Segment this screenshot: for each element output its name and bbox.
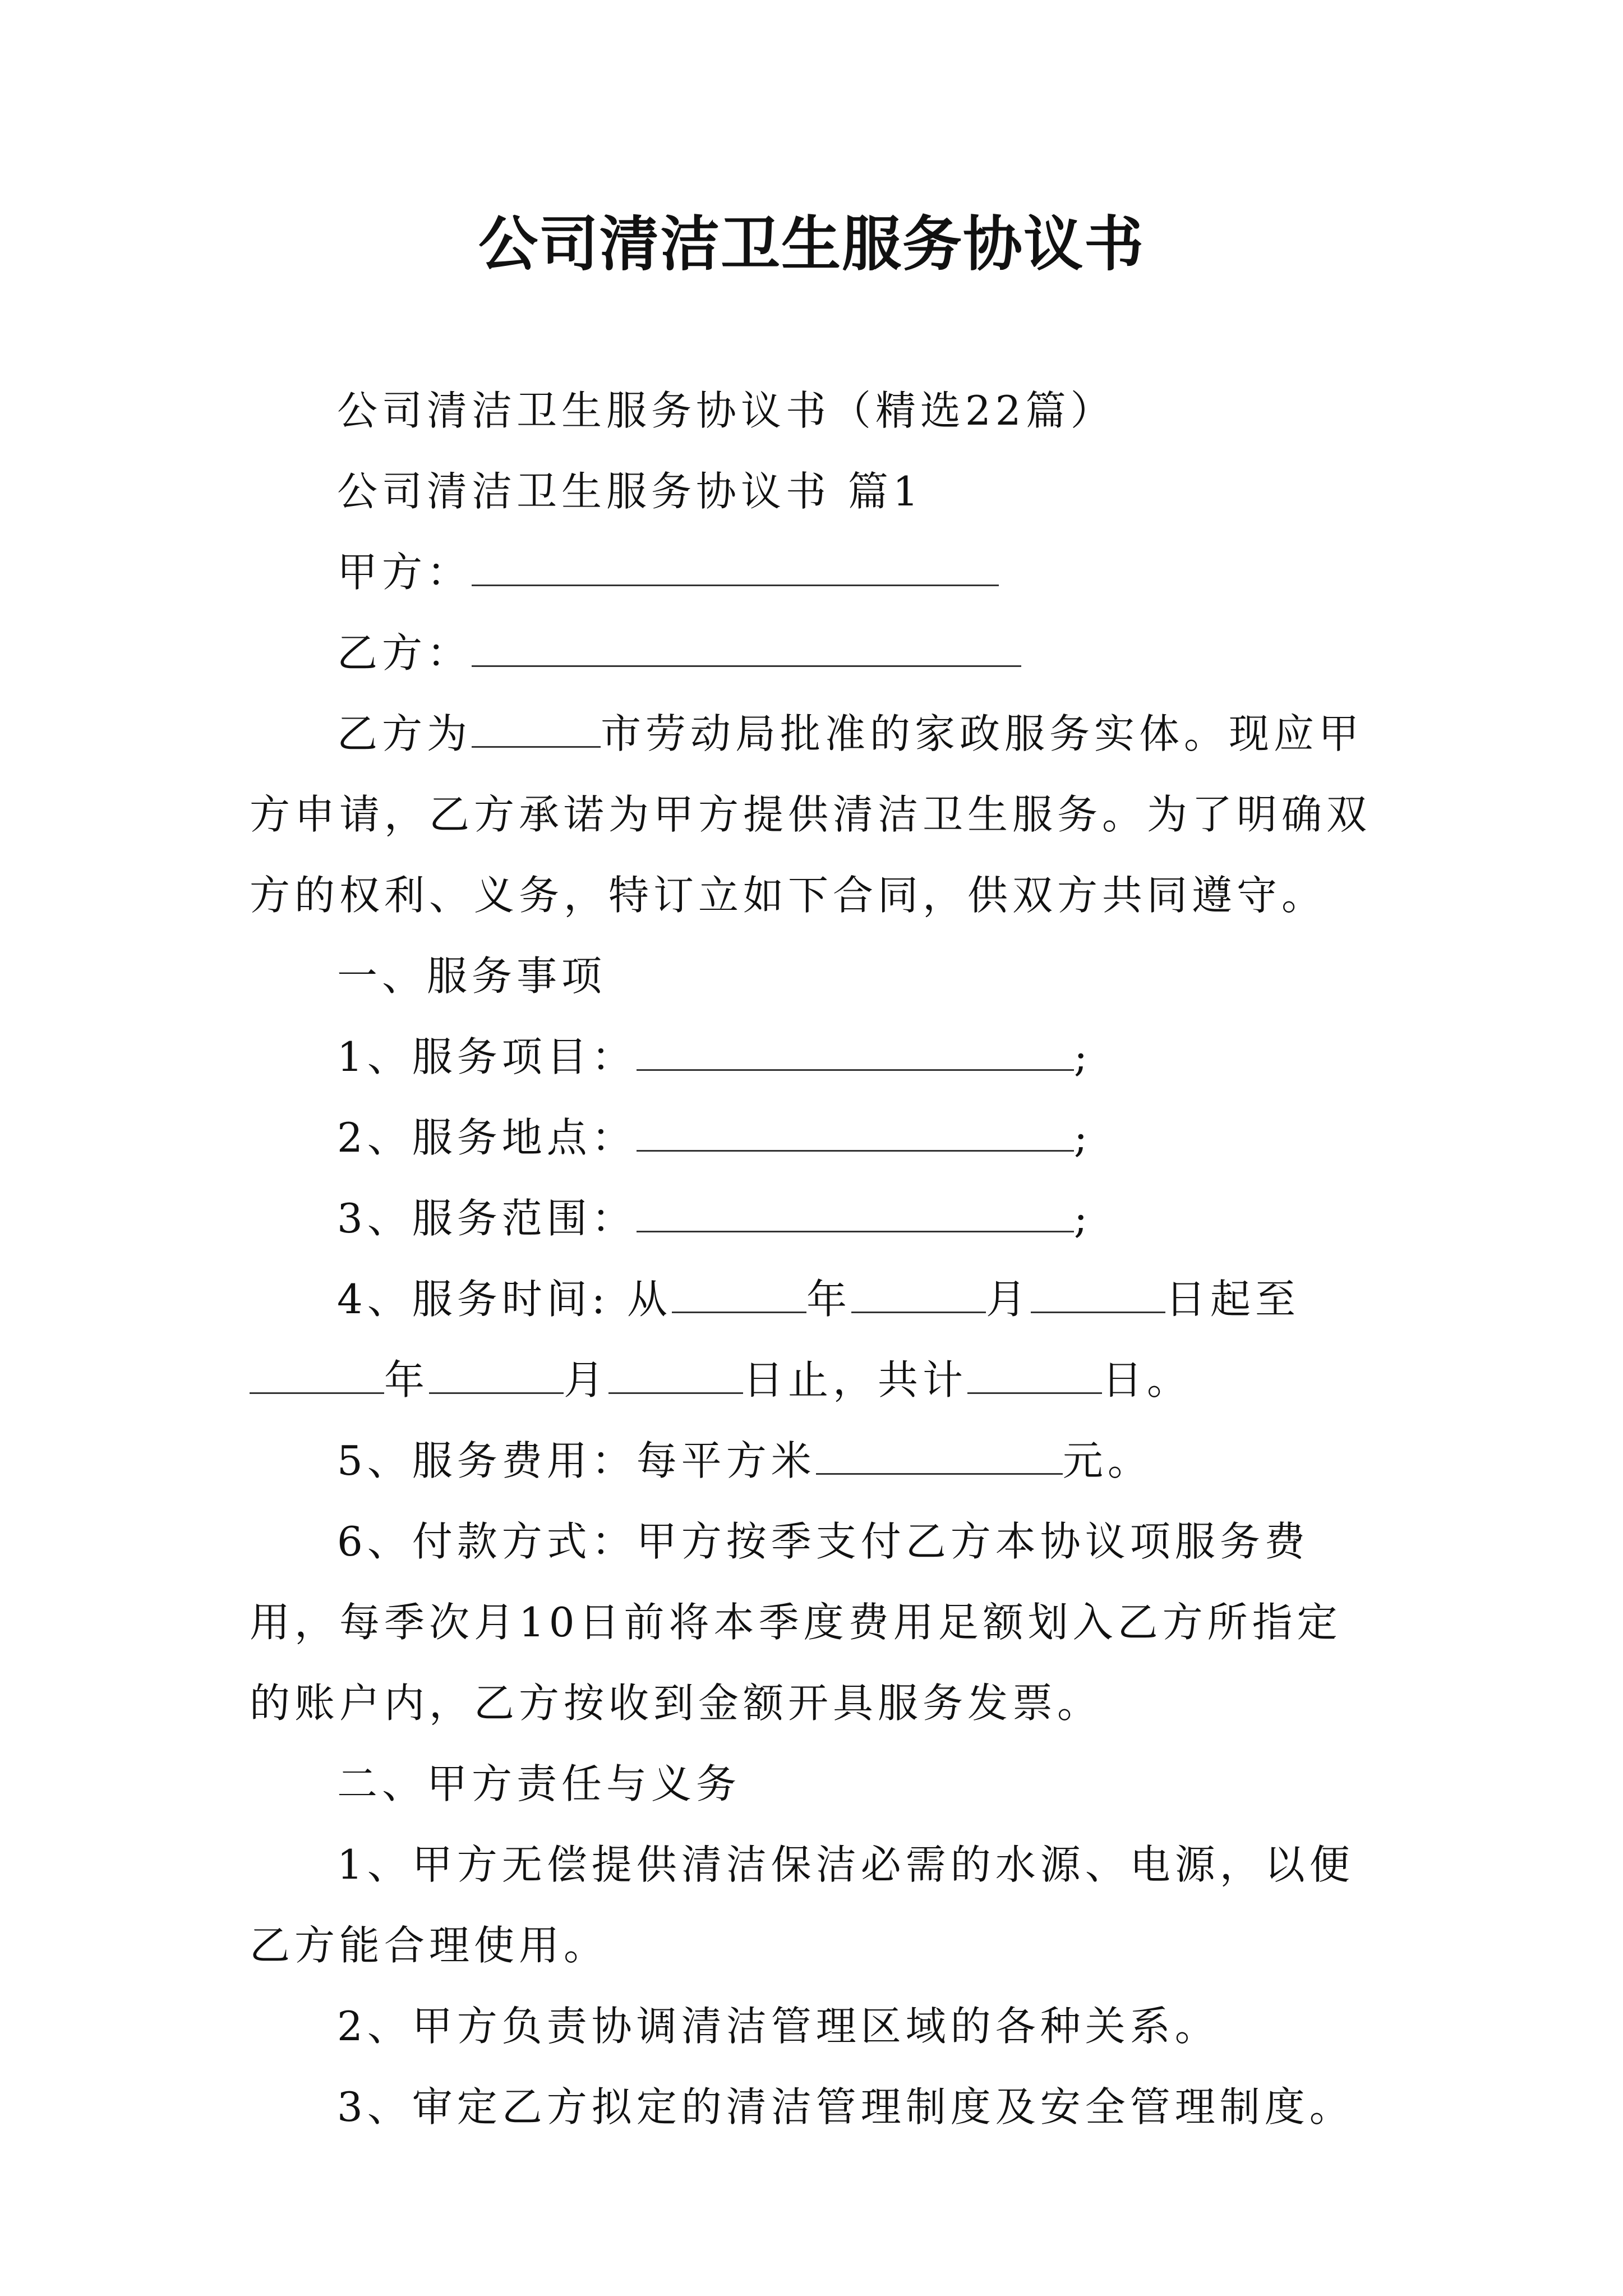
end-year-blank: [250, 1353, 384, 1394]
service-scope-line: 3、服务范围： ;: [250, 1178, 1382, 1259]
service-item-line: 1、服务项目： ;: [250, 1016, 1382, 1097]
service-item-blank: [637, 1030, 1074, 1071]
subtitle: 公司清洁卫生服务协议书（精选22篇）: [337, 387, 1115, 434]
party-a-duty-2: 2、甲方负责协调清洁管理区域的各种关系。: [337, 2003, 1220, 2050]
party-a-label: 甲方：: [337, 549, 472, 596]
party-b-line: [250, 613, 1382, 693]
payment-method-paragraph: 6、付款方式：甲方按季支付乙方本协议项服务费用，每季次月10日前将本季度费用足额划入乙方所指定的账户内，乙方按收到金额开具服务发票。: [250, 1518, 1342, 1727]
service-fee-line: 5、服务费用：每平方米 元。: [250, 1420, 1382, 1501]
document-title: 公司清洁卫生服务协议书: [478, 209, 1145, 279]
party-b-label: 乙方：: [337, 629, 472, 677]
section1-heading: 一、服务事项: [337, 953, 607, 1000]
intro-paragraph: 乙方为 市劳动局批准的家政服务实体。现应甲方申请，乙方承诺为甲方提供清洁卫生服务。为了明确双方的权利、义务，特订立如下合同，供双方共同遵守。: [250, 693, 1382, 936]
service-scope-blank: [637, 1191, 1074, 1232]
end-month-blank: [429, 1353, 564, 1394]
start-day-blank: [1031, 1272, 1165, 1313]
start-month-blank: [851, 1272, 986, 1313]
total-days-blank: [967, 1353, 1102, 1394]
party-a-duty-3: 3、审定乙方拟定的清洁管理制度及安全管理制度。: [337, 2083, 1354, 2131]
service-location-blank: [637, 1111, 1074, 1152]
service-location-line: 2、服务地点： ;: [250, 1097, 1382, 1178]
start-year-blank: [672, 1272, 806, 1313]
party-a-duty-1: 1、甲方无偿提供清洁保洁必需的水源、电源，以便乙方能合理使用。: [250, 1841, 1354, 1969]
end-day-blank: [608, 1353, 743, 1394]
section2-heading: 二、甲方责任与义务: [337, 1760, 741, 1807]
city-blank: [472, 707, 601, 748]
party-a-line: [250, 532, 1382, 613]
document-body: [250, 370, 1382, 2147]
fee-blank: [816, 1434, 1063, 1475]
party-a-blank: [472, 545, 999, 586]
party-b-blank: [472, 626, 1021, 667]
service-time-paragraph: 4、服务时间: 从 年 月 日起至年 月 日止，共计 日。: [250, 1259, 1382, 1420]
article-heading: 公司清洁卫生服务协议书 篇1: [337, 468, 923, 515]
